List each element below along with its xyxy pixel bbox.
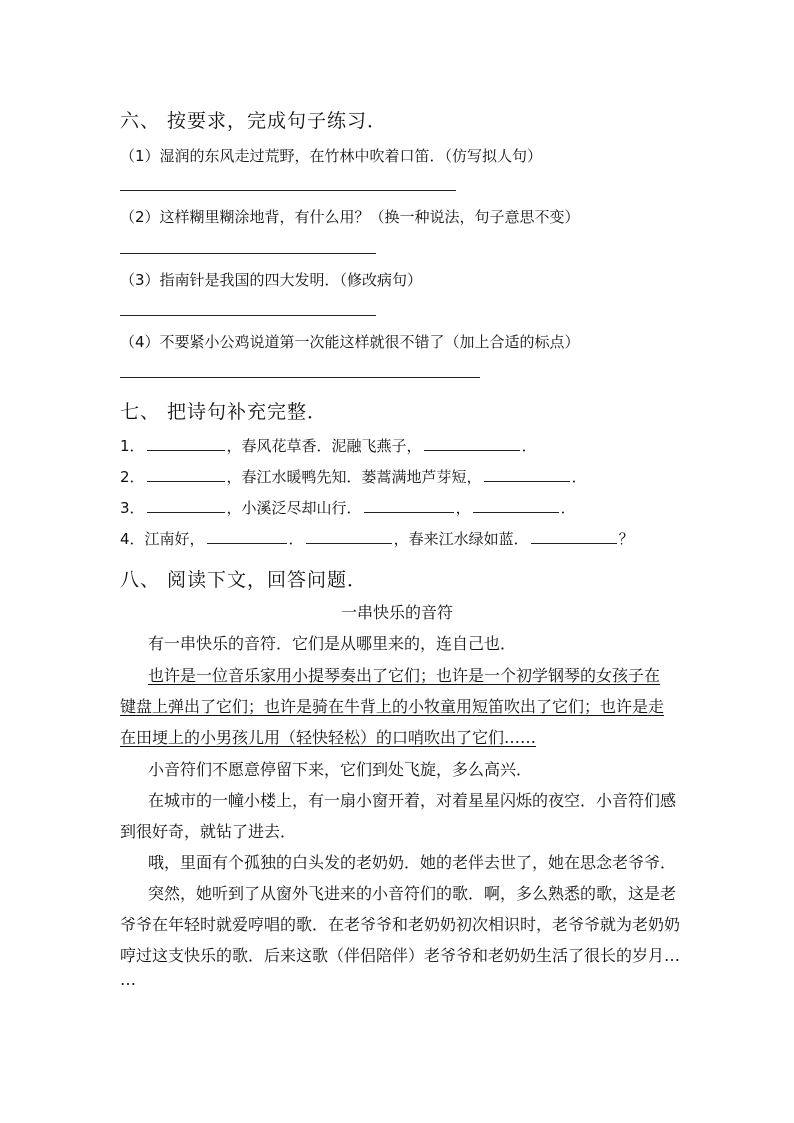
poem-line-3 [120, 497, 576, 518]
section-7-heading: 七、 把诗句补充完整． [120, 401, 328, 423]
poem-blank[interactable] [147, 498, 225, 513]
underlined-line-3: 在田埂上的小男孩儿用（轻快轻松）的口哨吹出了它们…… [120, 728, 537, 747]
answer-line-6-2[interactable] [120, 253, 376, 254]
poem-line-4 [120, 528, 634, 549]
question-6-1: （1）湿润的东风走过荒野，在竹林中吹着口笛．（仿写拟人句） [120, 147, 543, 165]
section-8-heading: 八、 阅读下文，回答问题． [120, 569, 368, 591]
question-6-3: （3）指南针是我国的四大发明．（修改病句） [120, 271, 423, 289]
poem-line-4-start: 4．江南好， [120, 530, 205, 548]
poem-line-1-end: ． [521, 437, 537, 455]
poem-blank[interactable] [147, 436, 225, 451]
poem-blank[interactable] [306, 529, 392, 544]
passage-paragraph-3: 小音符们不愿意停留下来，它们到处飞旋，多么高兴． [148, 760, 533, 779]
question-6-4: （4）不要紧小公鸡说道第一次能这样就很不错了（加上合适的标点） [120, 333, 580, 351]
poem-line-2 [120, 466, 587, 487]
section-6-heading: 六、 按要求，完成句子练习． [120, 110, 388, 132]
poem-line-3-number: 3． [120, 499, 145, 517]
poem-line-4-sep: ． [288, 530, 304, 548]
poem-line-1-text: ，春风花草香．泥融飞燕子， [226, 437, 422, 455]
answer-line-6-1[interactable] [120, 190, 456, 191]
poem-blank[interactable] [484, 467, 570, 482]
passage-paragraph-4-line-2: 到很好奇，就钻了进去． [120, 822, 297, 841]
poem-blank[interactable] [424, 436, 520, 451]
underlined-line-2: 键盘上弹出了它们；也许是骑在牛背上的小牧童用短笛吹出了它们；也许是走 [120, 697, 665, 716]
poem-line-2-text: ，春江水暖鸭先知．蒌蒿满地芦芽短， [226, 468, 482, 486]
passage-paragraph-6-line-3: 哼过这支快乐的歌．后来这歌（伴侣陪伴）老爷爷和老奶奶生活了很长的岁月… [120, 946, 681, 965]
answer-line-6-4[interactable] [120, 377, 480, 378]
underlined-line-1: 也许是一位音乐家用小提琴奏出了它们；也许是一个初学钢琴的女孩子在 [148, 666, 661, 685]
poem-line-4-text: ，春来江水绿如蓝． [393, 530, 529, 548]
passage-paragraph-4-line-1: 在城市的一幢小楼上，有一扇小窗开着，对着星星闪烁的夜空．小音符们感 [148, 791, 677, 810]
poem-line-2-end: ． [571, 468, 587, 486]
poem-line-3-text: ，小溪泛尽却山行． [226, 499, 362, 517]
poem-line-2-number: 2． [120, 468, 145, 486]
poem-blank[interactable] [473, 498, 559, 513]
passage-title: 一串快乐的音符 [340, 603, 453, 622]
passage-paragraph-5: 哦，里面有个孤独的白头发的老奶奶．她的老伴去世了，她在思念老爷爷． [148, 853, 677, 872]
poem-blank[interactable] [364, 498, 454, 513]
poem-line-3-end: ． [560, 499, 576, 517]
poem-blank[interactable] [207, 529, 287, 544]
poem-line-1 [120, 435, 537, 456]
poem-blank[interactable] [147, 467, 225, 482]
passage-paragraph-1: 有一串快乐的音符．它们是从哪里来的，连自己也． [148, 634, 517, 653]
poem-line-1-number: 1． [120, 437, 145, 455]
poem-line-4-end: ？ [618, 530, 634, 548]
poem-blank[interactable] [531, 529, 617, 544]
passage-paragraph-6-line-2: 爷爷在年轻时就爱哼唱的歌．在老爷爷和老奶奶初次相识时，老爷爷就为老奶奶 [120, 915, 681, 934]
passage-paragraph-6-line-1: 突然，她听到了从窗外飞进来的小音符们的歌．啊，多么熟悉的歌，这是老 [148, 884, 677, 903]
passage-paragraph-6-line-4: … [120, 970, 136, 989]
answer-line-6-3[interactable] [120, 315, 376, 316]
question-6-2: （2）这样糊里糊涂地背，有什么用？（换一种说法，句子意思不变） [120, 208, 580, 226]
poem-line-3-mid: ， [455, 499, 471, 517]
